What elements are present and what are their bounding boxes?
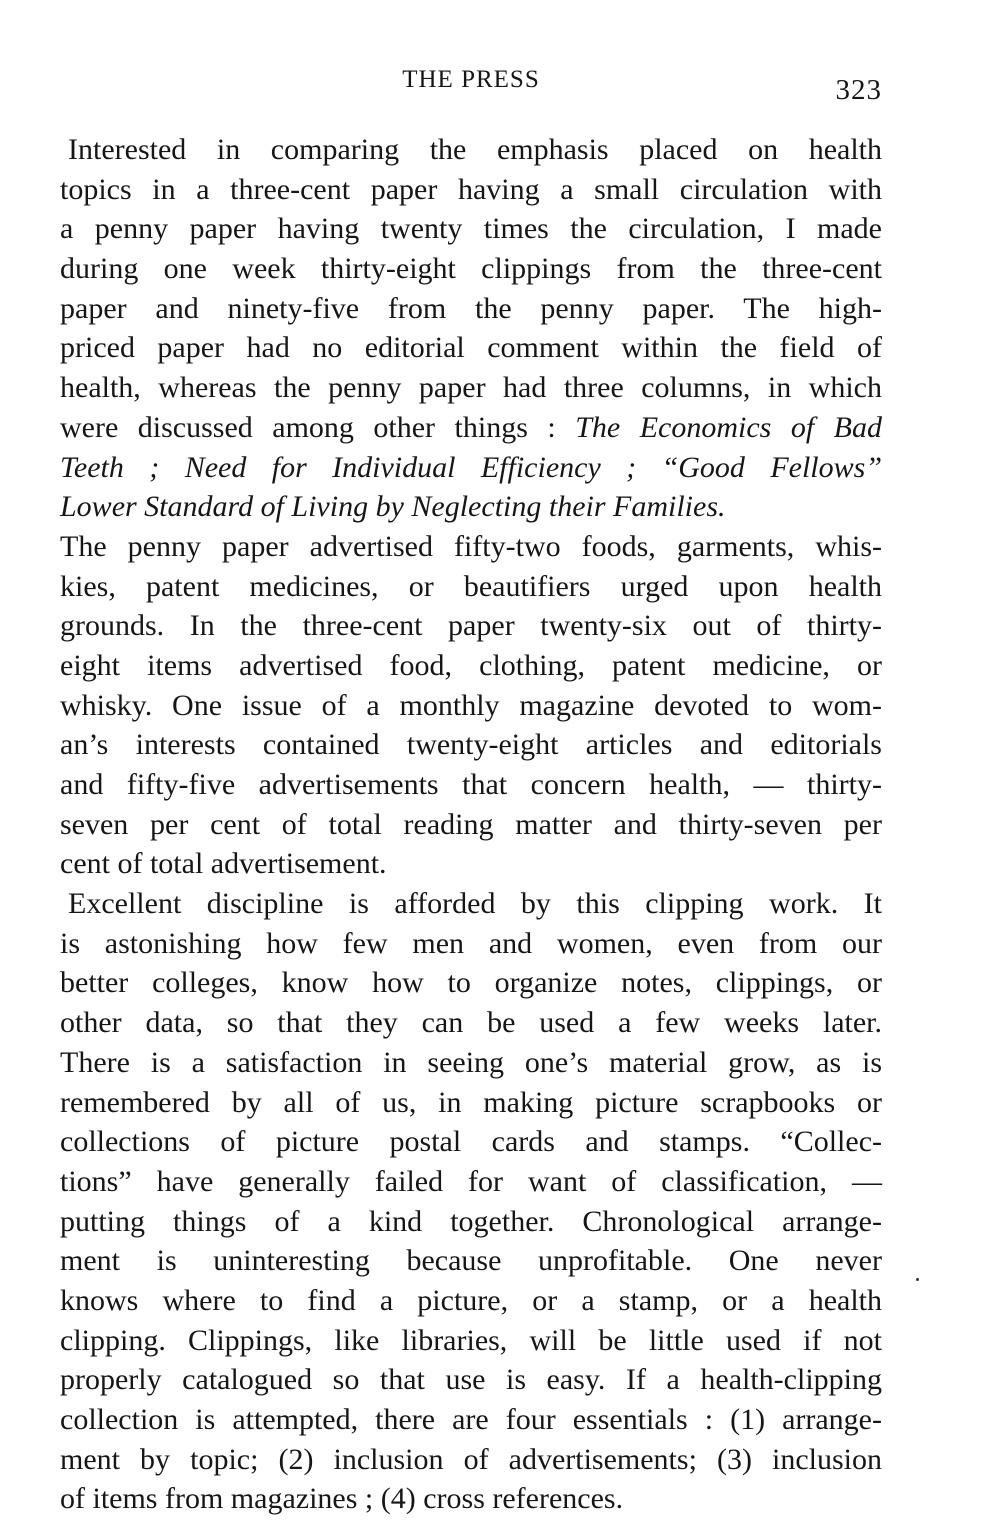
line-text: Excellent discipline is afforded by this clipping work. It (68, 887, 882, 921)
line-text: paper and ninety-five from the penny paper. The high- (60, 291, 882, 325)
text-line (60, 487, 882, 527)
line-text: of items from magazines ; (4) cross references. (60, 1482, 624, 1516)
text-line (60, 844, 882, 884)
text-line (60, 368, 882, 408)
text-line (60, 170, 882, 210)
text-line (60, 209, 882, 249)
text-line (60, 567, 882, 607)
scan-speck (916, 1278, 919, 1281)
text-line (60, 963, 882, 1003)
text-line (60, 249, 882, 289)
page-number: 323 (835, 74, 882, 106)
text-line (60, 1479, 882, 1519)
text-line (60, 1083, 882, 1123)
text-line (60, 606, 882, 646)
line-text: kies, patent medicines, or beautifiers urged upon health (60, 569, 882, 603)
text-line (60, 1202, 882, 1242)
italic-title-text: The Economics of Bad (575, 410, 882, 444)
line-text: priced paper had no editorial comment within the field of (60, 331, 882, 365)
line-text: and fifty-five advertisements that concern health, — thirty- (60, 768, 882, 801)
text-line (60, 1440, 882, 1480)
line-text: is astonishing how few men and women, even from our (60, 926, 882, 960)
text-line (60, 1400, 882, 1440)
line-text: Interested in comparing the emphasis placed on health (68, 133, 882, 166)
line-text: clipping. Clippings, like libraries, will be little used if not (60, 1323, 882, 1357)
text-line (60, 1043, 882, 1083)
text-line (60, 646, 882, 686)
running-head (60, 64, 882, 104)
body-text (60, 130, 882, 1519)
text-line (60, 1122, 882, 1162)
line-text: collections of picture postal cards and stamps. “Collec- (60, 1125, 882, 1159)
text-line (60, 1281, 882, 1321)
line-text: grounds. In the three-cent paper twenty-six out of thirty- (60, 609, 882, 643)
text-line (60, 686, 882, 726)
text-line (60, 328, 882, 368)
text-line (60, 805, 882, 845)
text-line (60, 1162, 882, 1202)
line-text: tions” have generally failed for want of classification, — (60, 1164, 882, 1198)
line-text: other data, so that they can be used a few weeks later. (60, 1006, 882, 1040)
line-text: The penny paper advertised fifty-two foods, garments, whis- (60, 529, 882, 563)
line-text: seven per cent of total reading matter and thirty-seven per (60, 807, 882, 841)
text-line (60, 884, 882, 924)
line-text: cent of total advertisement. (60, 847, 387, 881)
line-text: remembered by all of us, in making picture scrapbooks or (60, 1085, 882, 1119)
line-text: topics in a three-cent paper having a small circulation with (60, 172, 882, 206)
text-line (60, 448, 882, 488)
text-line (60, 765, 882, 805)
text-line (60, 725, 882, 765)
text-line (60, 527, 882, 567)
line-text: health, whereas the penny paper had three columns, in which (60, 371, 882, 405)
text-line (60, 1003, 882, 1043)
paragraph-1 (60, 130, 882, 884)
line-text: eight items advertised food, clothing, patent medicine, or (60, 648, 882, 682)
line-text: ment is uninteresting because unprofitable. One never (60, 1244, 882, 1278)
text-line (60, 1360, 882, 1400)
line-text: better colleges, know how to organize notes, clippings, or (60, 966, 882, 1000)
text-line (60, 408, 882, 448)
line-text: collection is attempted, there are four essentials : (1) arrange- (60, 1403, 882, 1436)
line-text: an’s interests contained twenty-eight articles and editorials (60, 728, 882, 762)
line-text: properly catalogued so that use is easy. If a health-clipping (60, 1363, 882, 1397)
text-line (60, 1321, 882, 1361)
line-text: There is a satisfaction in seeing one’s material grow, as is (60, 1045, 882, 1079)
italic-title-text: Lower Standard of Living by Neglecting their Families. (60, 490, 726, 524)
italic-title-text: Teeth ; Need for Individual Efficiency ; “Good Fellows” (60, 450, 882, 484)
running-title: THE PRESS (402, 66, 540, 93)
line-text: ment by topic; (2) inclusion of advertisements; (3) inclusion (60, 1442, 882, 1476)
line-text: a penny paper having twenty times the circulation, I made (60, 212, 882, 246)
text-line (60, 289, 882, 329)
line-text: putting things of a kind together. Chronological arrange- (60, 1204, 882, 1238)
line-text: during one week thirty-eight clippings from the three-cent (60, 252, 882, 286)
line-text: knows where to find a picture, or a stamp, or a health (60, 1283, 882, 1317)
text-line (60, 130, 882, 170)
paragraph-2 (60, 884, 882, 1519)
text-line (60, 924, 882, 964)
line-text: whisky. One issue of a monthly magazine devoted to wom- (60, 688, 882, 722)
text-line (60, 1241, 882, 1281)
line-text: were discussed among other things : (60, 410, 576, 444)
